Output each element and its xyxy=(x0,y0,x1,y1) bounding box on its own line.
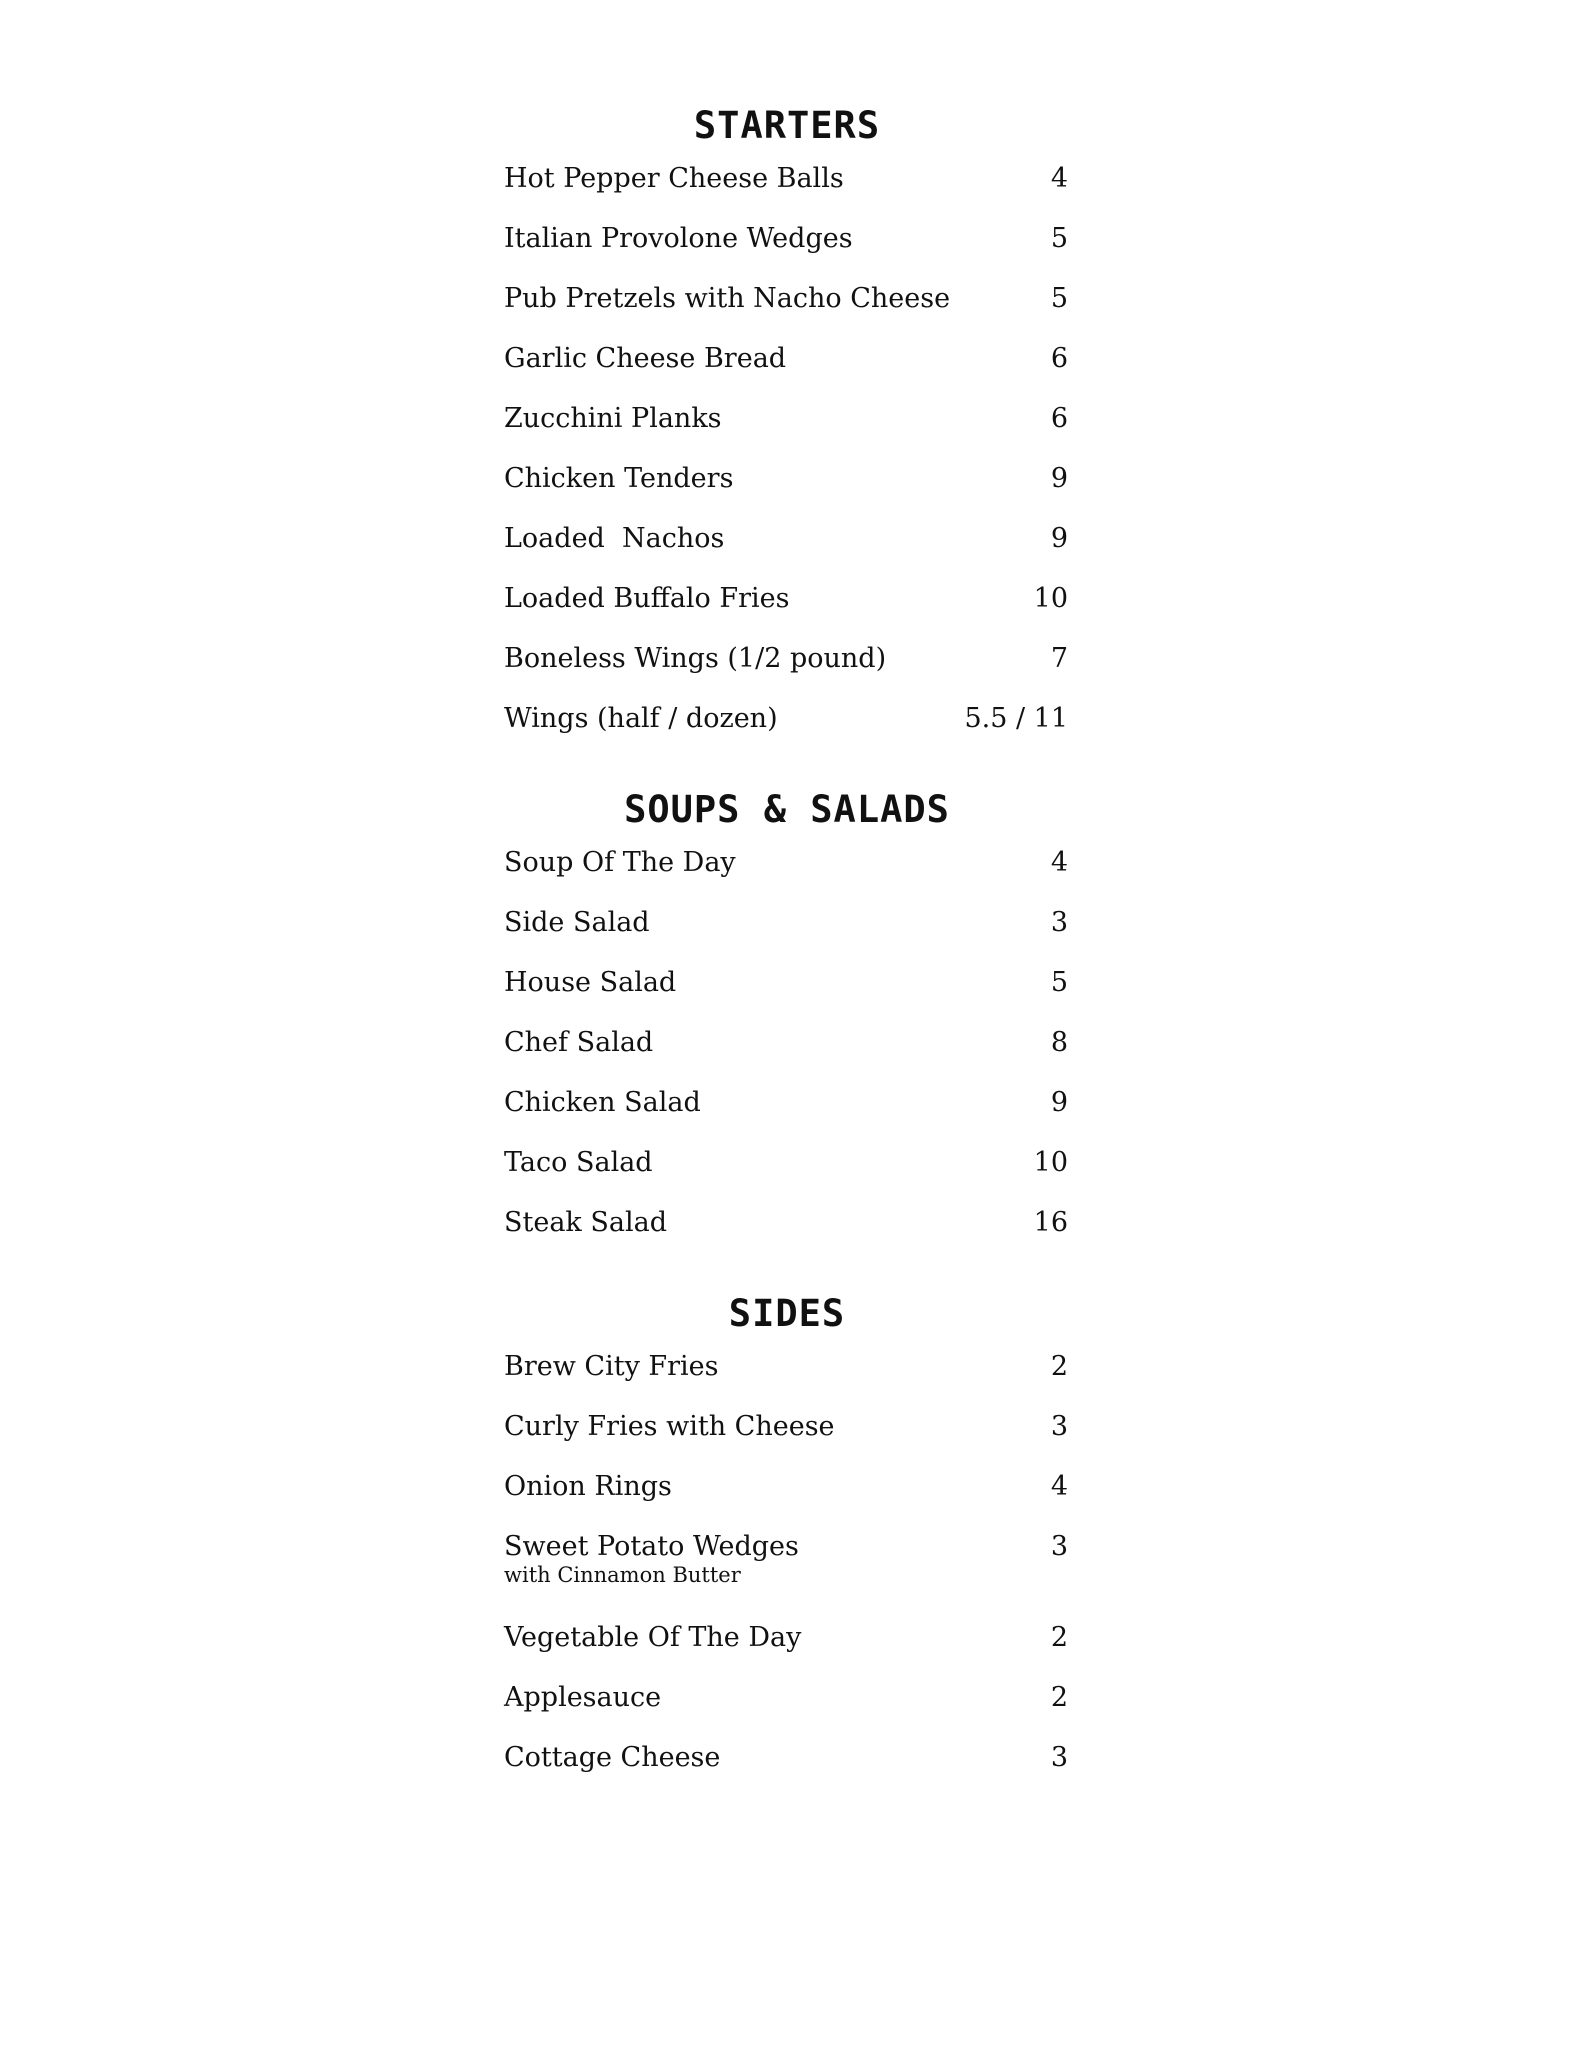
sides-list xyxy=(504,1350,1070,1801)
menu-item-price: 2 xyxy=(1050,1351,1068,1382)
menu-item-name: House Salad xyxy=(504,967,677,998)
section-sides xyxy=(504,1288,1070,1801)
menu-item-note: with Cinnamon Butter xyxy=(504,1563,741,1587)
menu-item-name: Pub Pretzels with Nacho Cheese xyxy=(504,283,951,314)
menu-item-price: 9 xyxy=(1050,523,1068,554)
menu-item-price: 3 xyxy=(1050,1411,1068,1442)
menu-item-name: Boneless Wings (1/2 pound) xyxy=(504,643,887,674)
menu-item-name: Side Salad xyxy=(504,907,650,938)
menu-item-price: 3 xyxy=(1050,1531,1068,1562)
soups-salads-list xyxy=(504,846,1070,1266)
menu-item-name: Loaded Nachos xyxy=(504,523,725,554)
menu-item xyxy=(504,1350,1070,1410)
menu-item-name: Applesauce xyxy=(504,1682,662,1713)
menu-item xyxy=(504,162,1070,222)
menu-item-price: 3 xyxy=(1050,1742,1068,1773)
menu-item-price: 5 xyxy=(1050,223,1068,254)
menu-item xyxy=(504,1026,1070,1086)
section-starters xyxy=(504,100,1070,762)
menu-item-name: Vegetable Of The Day xyxy=(504,1622,802,1653)
menu-item xyxy=(504,522,1070,582)
menu-item xyxy=(504,222,1070,282)
menu-item-price: 4 xyxy=(1050,1471,1068,1502)
section-title-soups-salads: SOUPS & SALADS xyxy=(624,788,950,831)
menu-item xyxy=(504,1410,1070,1470)
menu-item xyxy=(504,1206,1070,1266)
menu-item-name: Brew City Fries xyxy=(504,1351,719,1382)
menu-item-name: Onion Rings xyxy=(504,1471,672,1502)
menu-item-price: 2 xyxy=(1050,1622,1068,1653)
menu-item-price: 5 xyxy=(1050,283,1068,314)
menu-item-name: Italian Provolone Wedges xyxy=(504,223,853,254)
menu-item-price: 16 xyxy=(1033,1207,1068,1238)
menu-item-price: 9 xyxy=(1050,1087,1068,1118)
section-title-sides: SIDES xyxy=(728,1292,846,1335)
menu-item-price: 2 xyxy=(1050,1682,1068,1713)
menu-item xyxy=(504,1621,1070,1681)
menu-item-name: Steak Salad xyxy=(504,1207,667,1238)
menu-item xyxy=(504,402,1070,462)
menu-item xyxy=(504,1086,1070,1146)
menu-item-name: Cottage Cheese xyxy=(504,1742,721,1773)
menu-item-price: 4 xyxy=(1050,847,1068,878)
menu-item-name: Wings (half / dozen) xyxy=(504,703,778,734)
menu-item-name: Sweet Potato Wedges xyxy=(504,1531,799,1562)
section-title-starters: STARTERS xyxy=(693,104,881,147)
menu-item-name: Taco Salad xyxy=(504,1147,653,1178)
menu-item-price: 4 xyxy=(1050,163,1068,194)
menu-item-price: 5.5 / 11 xyxy=(964,703,1068,734)
menu-item xyxy=(504,282,1070,342)
menu-item xyxy=(504,1741,1070,1801)
menu-item-name: Soup Of The Day xyxy=(504,847,736,878)
menu-item-name: Loaded Buffalo Fries xyxy=(504,583,790,614)
menu-item-price: 3 xyxy=(1050,907,1068,938)
menu-item xyxy=(504,642,1070,702)
menu-item xyxy=(504,582,1070,642)
menu-item xyxy=(504,1681,1070,1741)
menu xyxy=(504,100,1070,1823)
menu-item-name: Hot Pepper Cheese Balls xyxy=(504,163,844,194)
menu-item xyxy=(504,846,1070,906)
menu-item xyxy=(504,1146,1070,1206)
menu-item xyxy=(504,906,1070,966)
menu-item-name: Garlic Cheese Bread xyxy=(504,343,787,374)
menu-item xyxy=(504,462,1070,522)
menu-item xyxy=(504,342,1070,402)
menu-item-price: 5 xyxy=(1050,967,1068,998)
starters-list xyxy=(504,162,1070,762)
section-soups-salads xyxy=(504,784,1070,1266)
menu-item-price: 6 xyxy=(1050,403,1068,434)
menu-item-name: Chicken Salad xyxy=(504,1087,701,1118)
menu-item-price: 7 xyxy=(1050,643,1068,674)
menu-item xyxy=(504,1530,1070,1621)
menu-item-name: Curly Fries with Cheese xyxy=(504,1411,835,1442)
menu-item xyxy=(504,702,1070,762)
menu-item-price: 9 xyxy=(1050,463,1068,494)
menu-item-price: 10 xyxy=(1033,1147,1068,1178)
menu-item-name: Chef Salad xyxy=(504,1027,654,1058)
menu-item xyxy=(504,1470,1070,1530)
menu-item xyxy=(504,966,1070,1026)
menu-item-name: Chicken Tenders xyxy=(504,463,734,494)
menu-item-name: Zucchini Planks xyxy=(504,403,722,434)
menu-item-price: 10 xyxy=(1033,583,1068,614)
menu-item-price: 6 xyxy=(1050,343,1068,374)
menu-item-price: 8 xyxy=(1050,1027,1068,1058)
